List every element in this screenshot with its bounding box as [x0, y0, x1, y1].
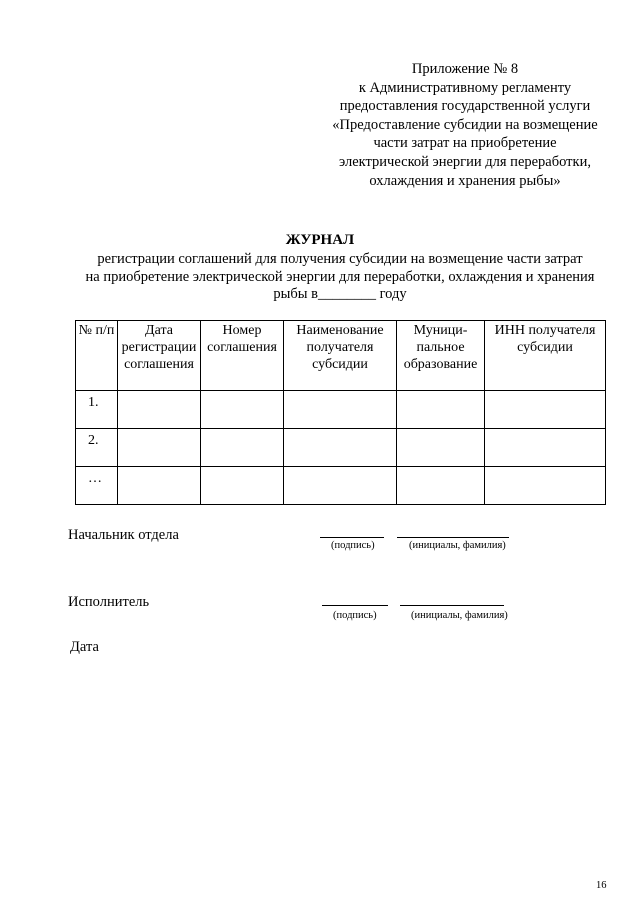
- table-cell: [397, 467, 485, 505]
- table-row: [76, 429, 606, 467]
- header-number: № п/п: [76, 321, 118, 391]
- header-recipient-name: Наименование получателя субсидии: [284, 321, 397, 391]
- table-cell: [118, 429, 201, 467]
- date-label: Дата: [70, 639, 99, 655]
- executor-signature-line: [322, 605, 388, 606]
- table-cell: 1.: [76, 391, 118, 429]
- header-agreement-number: Номер соглашения: [201, 321, 284, 391]
- table-cell: [397, 429, 485, 467]
- chief-signature-caption: (подпись): [331, 540, 375, 551]
- subtitle-line: регистрации соглашений для получения субсидии на возмещение части затрат: [97, 251, 583, 267]
- header-inn: ИНН получателя субсидии: [485, 321, 606, 391]
- table-row: [76, 391, 606, 429]
- appendix-line: охлаждения и хранения рыбы»: [369, 172, 561, 189]
- chief-name-caption: (инициалы, фамилия): [409, 540, 506, 551]
- page-number: 16: [596, 880, 607, 891]
- table-cell: [284, 391, 397, 429]
- table-cell: [485, 467, 606, 505]
- table-cell: 2.: [76, 429, 118, 467]
- journal-title: ЖУРНАЛ: [285, 232, 355, 248]
- journal-subtitle: [60, 251, 620, 304]
- table-header-row: [76, 321, 606, 391]
- table-cell: [397, 391, 485, 429]
- subtitle-line: на приобретение электрической энергии для переработки, охлаждения и хранения: [85, 268, 595, 285]
- appendix-line: предоставления государственной услуги: [339, 98, 591, 115]
- executor-signature-caption: (подпись): [333, 610, 377, 621]
- header-registration-date: Дата регистрации соглашения: [118, 321, 201, 391]
- appendix-line: Приложение № 8: [411, 61, 519, 77]
- appendix-line: к Административному регламенту: [358, 79, 572, 96]
- table-cell: [118, 467, 201, 505]
- executor-name-caption: (инициалы, фамилия): [411, 610, 508, 621]
- chief-label: Начальник отдела: [68, 527, 179, 543]
- appendix-block: [300, 60, 630, 190]
- chief-name-line: [397, 537, 509, 538]
- table-cell: [118, 391, 201, 429]
- subtitle-line: рыбы в________ году: [273, 286, 407, 302]
- table-cell: [201, 391, 284, 429]
- table-cell: [201, 429, 284, 467]
- appendix-line: электрической энергии для переработки,: [339, 153, 591, 170]
- header-municipality: Муници-пальное образование: [397, 321, 485, 391]
- journal-table: [75, 320, 606, 505]
- executor-label: Исполнитель: [68, 594, 150, 610]
- table-cell: [201, 467, 284, 505]
- chief-signature-line: [320, 537, 384, 538]
- table-cell: [284, 429, 397, 467]
- table-cell: [485, 429, 606, 467]
- executor-name-line: [400, 605, 504, 606]
- table-row: [76, 467, 606, 505]
- table-cell: [284, 467, 397, 505]
- appendix-line: части затрат на приобретение: [373, 135, 557, 152]
- table-cell: …: [76, 467, 118, 505]
- table-cell: [485, 391, 606, 429]
- appendix-line: «Предоставление субсидии на возмещение: [332, 116, 598, 133]
